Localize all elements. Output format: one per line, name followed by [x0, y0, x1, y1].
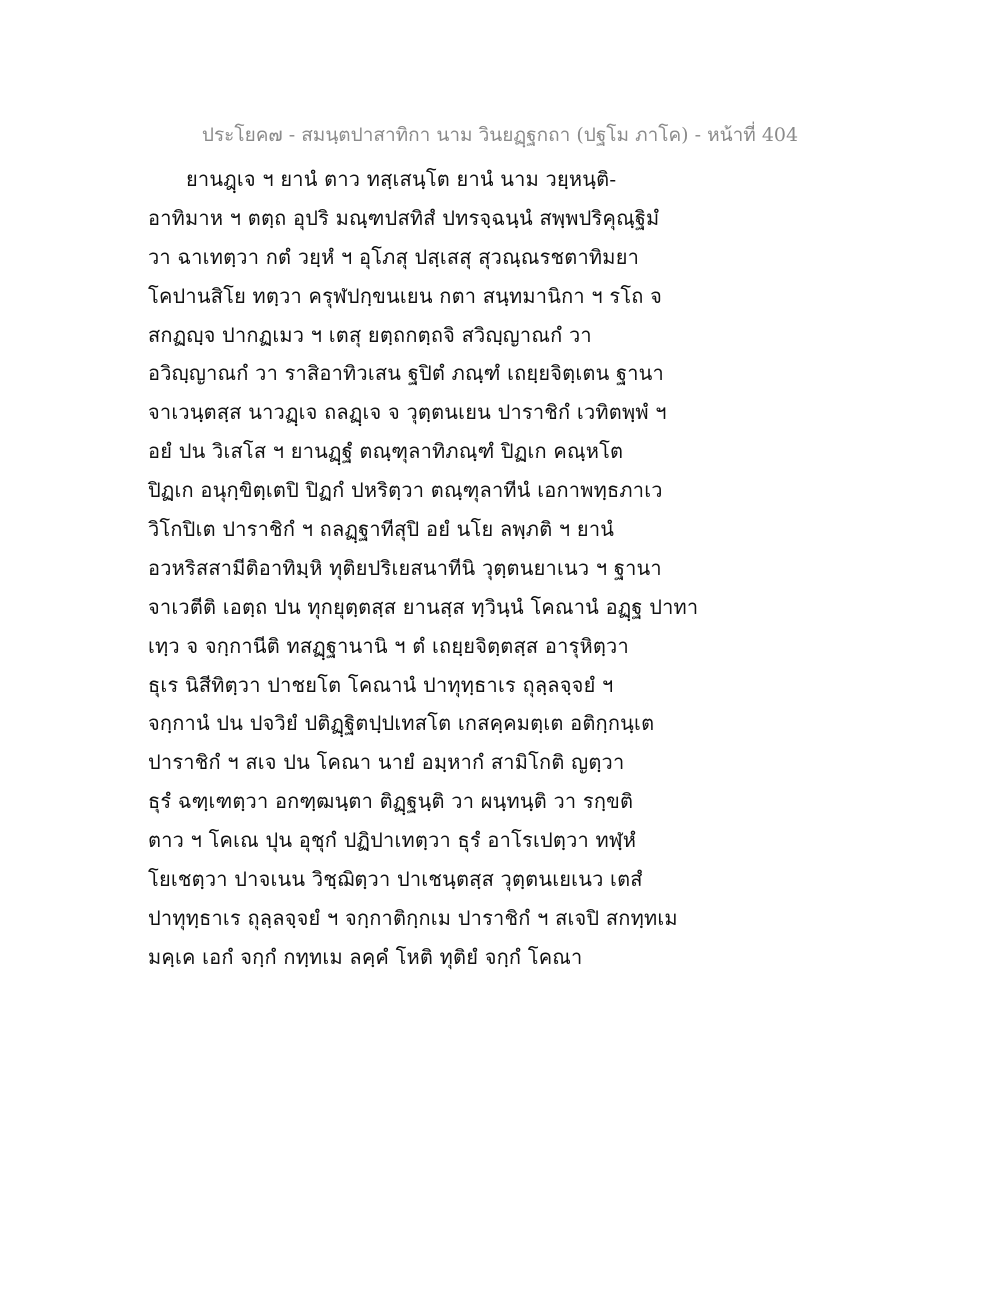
- text-line: ยานฎฺเจ ฯ ยานํ ตาว ทสฺเสนฺโต ยานํ นาม วยฺหนฺติ-: [186, 167, 617, 191]
- text-line: จาเวนฺตสฺส นาวฏฺเจ ถลฏฺเจ จ วุตฺตนเยน ปาราชิกํ เวทิตพฺพํ ฯ: [148, 400, 667, 425]
- text-line: อยํ ปน วิเสโส ฯ ยานฏฺฐํ ตณฺฑุลาทิภณฺฑํ ปิฏเก คณฺหโต: [148, 439, 624, 464]
- text-line: ปาทุทฺธาเร ถุลฺลจฺจยํ ฯ จกฺกาติกฺกเม ปาราชิกํ ฯ สเจปิ สกทฺทเม: [148, 905, 678, 930]
- text-line: จาเวตีติ เอตฺถ ปน ทุกยุตฺตสฺส ยานสฺส ทฺวินฺนํ โคณานํ อฏฺฐ ปาทา: [148, 594, 699, 619]
- text-line: วิโกปิเต ปาราชิกํ ฯ ถลฏฺฐาทีสุปิ อยํ นโย ลพฺภติ ฯ ยานํ: [148, 517, 615, 542]
- text-line: โยเชตฺวา ปาจเนน วิชฺฌิตฺวา ปาเชนฺตสฺส วุตฺตนเยเนว เตสํ: [148, 867, 643, 892]
- body-text: [148, 160, 708, 977]
- text-line: ปาราชิกํ ฯ สเจ ปน โคณา นายํ อมฺหากํ สามิโกติ ญตฺวา: [148, 750, 625, 775]
- text-line: ธุรํ ฉฑฺเฑตฺวา อกฑฺฒนฺตา ติฏฺฐนฺติ วา ผนฺทนฺติ วา รกฺขติ: [148, 789, 634, 814]
- text-line: เทฺว จ จกฺกานีติ ทสฏฺฐานานิ ฯ ตํ เถยฺยจิตฺตสฺส อารุหิตฺวา: [148, 633, 629, 658]
- text-line: วา ฉาเทตฺวา กตํ วยฺหํ ฯ อุโภสุ ปสฺเสสุ สุวณฺณรชตาทิมยา: [148, 244, 640, 269]
- running-header: ประโยค๗ - สมนฺตปาสาทิกา นาม วินยฏฺฐกถา (ปฐโม ภาโค) - หน้าที่ 404: [201, 124, 799, 146]
- text-line: สกฏญฺจ ปากฏเมว ฯ เตสุ ยตฺถกตฺถจิ สวิญฺญาณกํ วา: [148, 322, 592, 347]
- text-line: ธุเร นิสีทิตฺวา ปาชยโต โคณานํ ปาทุทฺธาเร ถุลฺลจฺจยํ ฯ: [148, 672, 614, 697]
- text-line: มคฺเค เอกํ จกฺกํ กทฺทเม ลคฺคํ โหติ ทุติยํ จกฺกํ โคณา: [148, 944, 583, 969]
- text-line: ตาว ฯ โคเณ ปุน อุชุกํ ปฏิปาเทตฺวา ธุรํ อาโรเปตฺวา ทฬฺหํ: [148, 828, 637, 853]
- text-line: อาทิมาห ฯ ตตฺถ อุปริ มณฺฑปสทิสํ ปทรจฺฉนฺนํ สพฺพปริคุณฺฐิมํ: [148, 205, 660, 230]
- text-line: อวิญฺญาณกํ วา ราสิอาทิวเสน ฐปิตํ ภณฺฑํ เถยฺยจิตฺเตน ฐานา: [148, 361, 664, 386]
- text-line: อวหริสสามีติอาทิมฺหิ ทุติยปริเยสนาทีนิ วุตฺตนยาเนว ฯ ฐานา: [148, 555, 662, 580]
- text-line: โคปานสิโย ทตฺวา ครุฬปกฺขนเยน กตา สนฺทมานิกา ฯ รโถ จ: [148, 283, 663, 308]
- text-line: ปิฏเก อนุกฺขิตฺเตปิ ปิฏกํ ปหริตฺวา ตณฺฑุลาทีนํ เอกาพทฺธภาเว: [148, 478, 663, 503]
- text-line: จกฺกานํ ปน ปจวิยํ ปติฏฺฐิตปฺปเทสโต เกสคฺคมตฺเต อติกฺกนฺเต: [148, 711, 655, 736]
